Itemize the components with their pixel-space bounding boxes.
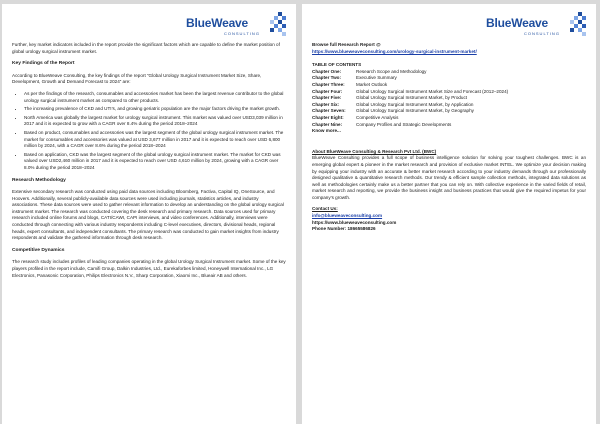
key-findings-list — [12, 91, 286, 172]
list-item: • As per the findings of the research, consumables and accessories market has been the largest revenue contributor to the global urology surgical instrument market as compared to other products. — [24, 91, 286, 104]
page-right — [302, 4, 596, 424]
toc-item — [312, 82, 586, 89]
toc-chapter: Chapter Five: — [312, 95, 342, 101]
page-left — [2, 4, 296, 424]
toc-title: Global Urology Surgical Instrument Market Size and Forecast (2012–2024) — [356, 88, 509, 94]
toc-title: Market Outlook — [356, 81, 388, 87]
logo-name: BlueWeave — [486, 16, 549, 30]
toc-title: Competitive Analysis — [356, 114, 399, 120]
toc-title: Executive Summary — [356, 75, 397, 81]
toc-item — [312, 102, 586, 109]
list-item: • North America was globally the largest market for urology surgical instrument. This market was valued over USD3,039 million in 2017 and it is expected to grow with a CAGR over 8.4% during the period 2018–2024 — [24, 115, 286, 128]
toc-title: Research Scope and Methodology — [356, 68, 427, 74]
blueweave-logo — [186, 12, 286, 44]
toc-chapter: Chapter Two: — [312, 75, 342, 81]
contact-phone: Phone Number: 18665586826 — [312, 226, 376, 232]
list-item: • The increasing prevalence of CKD and UTI’s, and growing geriatric population are the major factors driving the market growth. — [24, 106, 286, 113]
toc-title: Global Urology Surgical Instrument Market, by Geography — [356, 108, 474, 114]
toc-item — [312, 89, 586, 96]
toc-title: Global Urology Surgical Instrument Market, by Application — [356, 101, 474, 107]
logo-mark-icon — [564, 12, 586, 38]
toc-title: Global Urology Surgical Instrument Market, by Product — [356, 95, 468, 101]
logo-name: BlueWeave — [186, 16, 249, 30]
blueweave-logo — [486, 12, 586, 44]
about-heading: About BlueWeave Consulting & Research Pvt Ltd. (BWC) — [312, 148, 437, 154]
toc-heading: TABLE OF CONTENTS — [312, 62, 362, 68]
toc-chapter: Chapter One: — [312, 68, 342, 74]
research-methodology-text: Extensive secondary research was conducted using paid data sources including Bloomberg, Factiva, Capital IQ, OneSource, and Hoovers. Additionally, several publicly-available data sources were used including journals, statistics articles, and industry associations. These data sources were used to gather relevant information to develop an understanding on the global urology surgical instrument market. The research was conducted covering the desk research and primary research. Data sources used for primary research included online forums and blogs, CATI/CAWI, CAPI interviews, and video conferences. Additionally, interviews were conducted through connecting with various industry respondents including C-level executives, directors, divisional heads, regional heads, expert consultants, and independent consultants. The primary research was conducted to gain market insights from industry respondents and validate the gathered information through desk research. — [12, 189, 284, 241]
logo-sub: CONSULTING — [524, 31, 560, 36]
key-findings-heading: Key Findings of the Report — [12, 61, 75, 67]
logo-mark-icon — [264, 12, 286, 38]
intro-paragraph: Further, key market indicators included in the report provide the significant factors which are capable to define the market position of global urology surgical instrument market. — [12, 42, 280, 54]
toc-item — [312, 108, 586, 115]
logo-sub: CONSULTING — [224, 31, 260, 36]
toc-item — [312, 95, 586, 102]
contact-website[interactable]: https://www.blueweaveconsulting.com — [312, 219, 397, 225]
toc-item — [312, 75, 586, 82]
toc-chapter: Chapter Eight: — [312, 114, 344, 120]
toc-item — [312, 122, 586, 129]
toc-chapter: Chapter Nine: — [312, 121, 343, 127]
competitive-dynamics-heading: Competitive Dynamics — [12, 247, 65, 253]
list-item: • Based on application, CKD was the largest segment of the global urology surgical instrument market. The market for CKD was valued over USD2,460 million in 2017 and it is expected to reach over USD 4,610 million by 2024, growing with a CAGR over 8.0% during the period 2018–2024 — [24, 152, 286, 172]
toc-chapter: Chapter Four: — [312, 88, 343, 94]
browse-label: Browse full Research Report @ — [312, 42, 381, 47]
list-item: • Based on product, consumables and accessories was the largest segment of the global urology surgical instrument market. The market for consumables and accessories was valued at USD 3,677 million in 2017 and it is expected to reach over USD 6,800 million by 2024, with a CAGR over 8.6% during the period 2018–2024 — [24, 130, 286, 150]
browse-report-link[interactable]: https://www.blueweaveconsulting.com/urology-surgical-instrument-market/ — [312, 48, 477, 54]
about-text: BlueWeave Consulting provides a full scope of business intelligence solution for solving your toughest challenges. BWC is an emerging global expert & pioneer in the market research and provision of exclusive market INTEL. We optimize your decision making by equipping your industry with an accurate & better market research according to your industry demands through our professionally designed qualitative & quantitative research methods. Our trendy & efficient sample collection methods, integrated data solutions as well as methodologies certainly make us a better partner that you can rely on. With collective experience in the varied fields of retail, market research and reporting, we provide the business insight and business practices that would give the required impetus for your company’s growth. — [312, 155, 586, 200]
toc-chapter: Chapter Six: — [312, 101, 340, 107]
toc-item — [312, 115, 586, 122]
contact-heading: Contact Us: — [312, 206, 338, 212]
key-findings-intro: According to BlueWeave Consulting, the key findings of the report “Global Urology Surgical Instrument Market Size, Share, Development, Growth and Demand Forecast to 2024” are: — [12, 72, 262, 85]
toc-item — [312, 69, 586, 76]
contact-email-link[interactable]: info@blueweaveconsulting.com — [312, 213, 383, 219]
research-methodology-heading: Research Methodology — [12, 177, 66, 183]
toc-title: Company Profiles and Strategic Developments — [356, 121, 452, 127]
competitive-dynamics-text: The research study includes profiles of leading companies operating in the global Urology Surgical Instrument market. Some of the key players profiled in the report include, Camifi Group, Dalkin Industries, Ltd., Eurekaforbes limited, Honeywell International Inc., LG Electronics, Panasonic Corporation, Philips Electronics N.V., Sharp Corporation, Xiaomi Inc., Blueair AB and others. — [12, 259, 286, 278]
toc-chapter: Chapter Three: — [312, 81, 345, 87]
toc-chapter: Chapter Seven: — [312, 108, 346, 114]
know-more-link[interactable]: Know more... — [312, 128, 341, 134]
